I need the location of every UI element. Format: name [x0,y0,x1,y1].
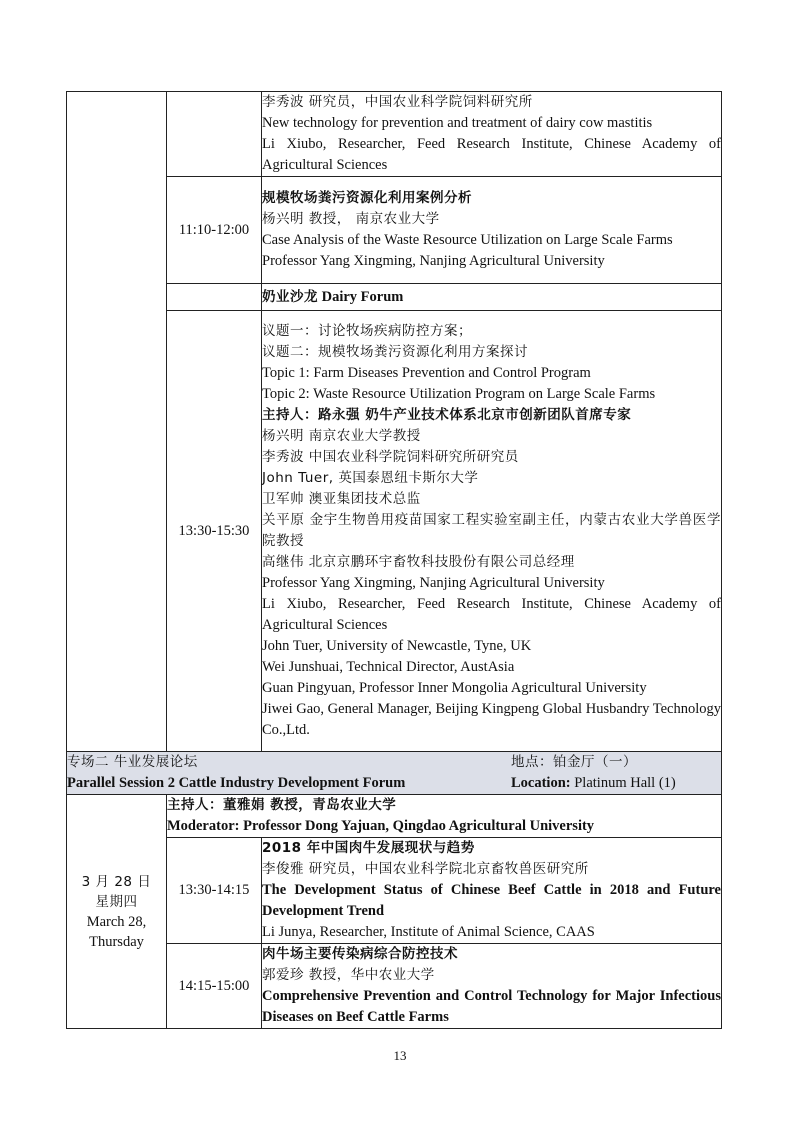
talk-title-zh: 规模牧场粪污资源化利用案例分析 [262,190,472,206]
moderator-zh: 主持人：董雅娟 教授，青岛农业大学 [167,797,397,813]
time-cell [167,284,262,311]
talk-cell [262,92,722,177]
panelist-5-zh: 关平原 金宇生物兽用疫苗国家工程实验室副主任，内蒙古农业大学兽医学院教授 [262,512,721,549]
session-location-en [511,773,721,794]
time-cell: 14:15-15:00 [167,944,262,1029]
speaker-en: Professor Yang Xingming, Nanjing Agricultural University [262,253,605,269]
panelist-1-en: Professor Yang Xingming, Nanjing Agricultural University [262,575,605,591]
speaker-zh: 李秀波 研究员，中国农业科学院饲料研究所 [262,94,533,110]
date-en: March 28, [86,913,147,930]
session-title-en: Parallel Session 2 Cattle Industry Development Forum [67,775,406,791]
talk-title-zh: 肉牛场主要传染病综合防控技术 [262,946,458,962]
moderator-cell [167,795,722,838]
session-title-zh: 专场二 牛业发展论坛 [67,754,198,770]
talk-title-en: Comprehensive Prevention and Control Technology for Major Infectious Diseases on Beef Cattle Farms [262,988,721,1025]
speaker-zh: 李俊雅 研究员，中国农业科学院北京畜牧兽医研究所 [262,861,589,877]
panelist-4-zh: 卫军帅 澳亚集团技术总监 [262,491,421,507]
panelist-4-en: Wei Junshuai, Technical Director, AustAsia [262,659,515,675]
time-cell [167,92,262,177]
schedule-table [66,91,722,1029]
panelist-3-en: John Tuer, University of Newcastle, Tyne, UK [262,638,532,654]
speaker-en: Li Xiubo, Researcher, Feed Research Institute, Chinese Academy of Agricultural Sciences [262,136,721,173]
session-location-zh: 地点：铂金厅（一） [511,754,637,770]
table-row [67,92,722,177]
forum-title-en: Dairy Forum [321,288,404,305]
forum-details-cell [262,311,722,752]
talk-cell [262,944,722,1029]
panelist-6-en: Jiwei Gao, General Manager, Beijing Kingpeng Global Husbandry Technology Co.,Ltd. [262,701,721,738]
weekday-en: Thursday [89,933,144,950]
panelist-5-en: Guan Pingyuan, Professor Inner Mongolia Agricultural University [262,680,647,696]
weekday-zh: 星期四 [95,893,138,910]
forum-title-cell [262,284,722,311]
topic-1-zh: 议题一：讨论牧场疾病防控方案； [262,323,472,339]
location-value: Platinum Hall (1) [570,775,676,791]
speaker-zh: 郭爱珍 教授，华中农业大学 [262,967,435,983]
topic-2-en: Topic 2: Waste Resource Utilization Program on Large Scale Farms [262,386,656,402]
topic-2-zh: 议题二：规模牧场粪污资源化利用方案探讨 [262,344,528,360]
talk-title-zh: 2018 年中国肉牛发展现状与趋势 [262,840,475,856]
panelist-2-zh: 李秀波 中国农业科学院饲料研究所研究员 [262,449,519,465]
time-cell: 13:30-15:30 [167,311,262,752]
talk-title-en: New technology for prevention and treatment of dairy cow mastitis [262,115,653,131]
time-cell: 11:10-12:00 [167,177,262,284]
host-zh: 主持人：路永强 奶牛产业技术体系北京市创新团队首席专家 [262,407,632,423]
talk-cell [262,838,722,944]
topic-1-en: Topic 1: Farm Diseases Prevention and Control Program [262,365,591,381]
time-cell: 13:30-14:15 [167,838,262,944]
session-header-row [67,752,722,795]
talk-title-en: Case Analysis of the Waste Resource Utilization on Large Scale Farms [262,232,673,248]
speaker-en: Li Junya, Researcher, Institute of Animal Science, CAAS [262,924,595,940]
date-zh: 3 月 28 日 [81,873,152,890]
forum-title-zh: 奶业沙龙 [262,288,318,305]
panelist-6-zh: 高继伟 北京京鹏环宇畜牧科技股份有限公司总经理 [262,554,575,570]
date-cell [67,795,167,1029]
panelist-3-zh: John Tuer, 英国泰恩纽卡斯尔大学 [262,470,479,486]
session-header [67,752,722,795]
date-cell-empty [67,92,167,752]
page-number: 13 [393,1048,407,1063]
table-row [67,795,722,838]
speaker-zh: 杨兴明 教授， 南京农业大学 [262,211,440,227]
talk-cell [262,177,722,284]
panelist-1-zh: 杨兴明 南京农业大学教授 [262,428,421,444]
location-label: Location: [511,775,571,791]
panelist-2-en: Li Xiubo, Researcher, Feed Research Institute, Chinese Academy of Agricultural Sciences [262,596,721,633]
moderator-en: Moderator: Professor Dong Yajuan, Qingdao Agricultural University [167,818,595,834]
talk-title-en: The Development Status of Chinese Beef Cattle in 2018 and Future Development Trend [262,882,721,919]
